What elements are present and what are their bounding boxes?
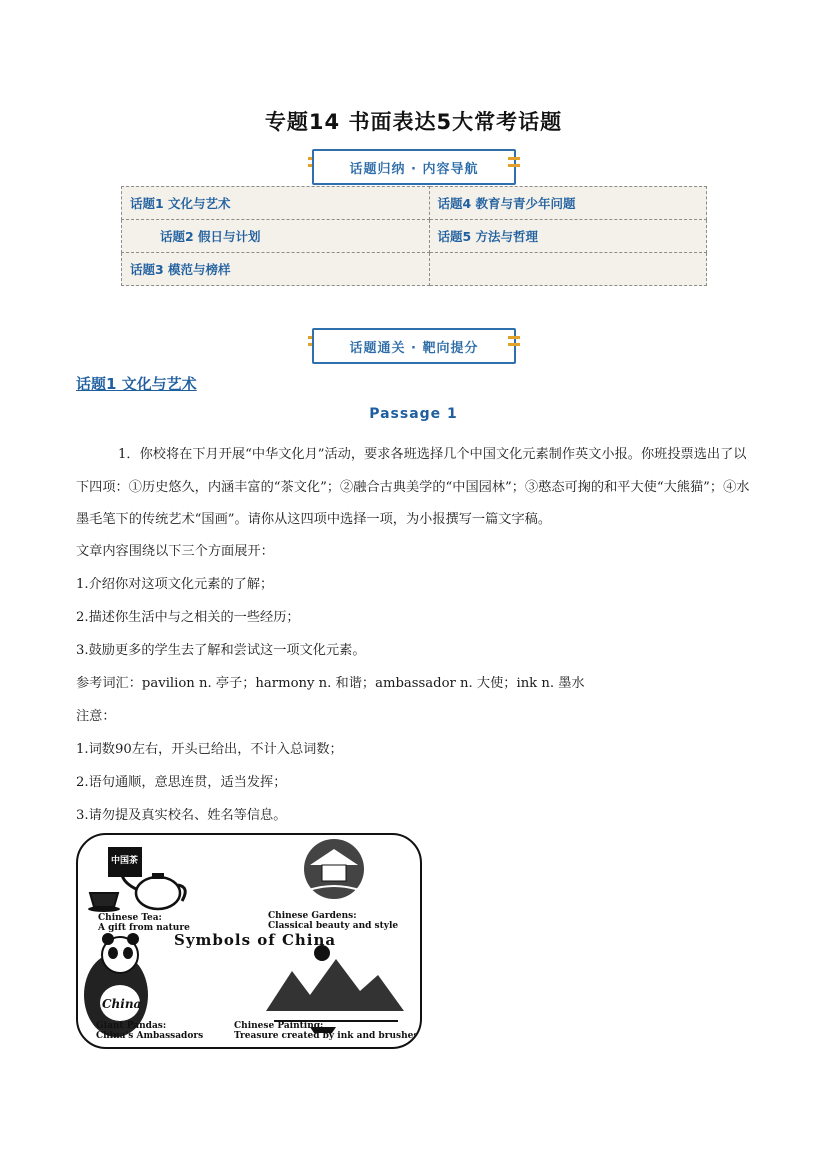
nav-empty-cell [429, 253, 707, 286]
banner-label: 话题归纳 · 内容导航 [312, 149, 516, 185]
nav-topic-5[interactable]: 话题5 方法与哲理 [429, 220, 707, 253]
banner-right-mark-icon [508, 336, 520, 339]
content-point-2: 2.描述你生活中与之相关的一些经历； [76, 610, 300, 625]
banner-right-mark-icon [508, 343, 520, 346]
teacup-icon [88, 893, 120, 912]
garden-pavilion-icon [304, 839, 364, 899]
content-intro: 文章内容围绕以下三个方面展开： [76, 544, 274, 559]
banner-right-mark-icon [508, 157, 520, 160]
symbols-of-china-poster [76, 833, 422, 1049]
question-prompt: 1．你校将在下月开展“中华文化月”活动，要求各班选择几个中国文化元素制作英文小报。你班投票选出了以下四项：①历史悠久，内涵丰富的“茶文化”；②融合古典美学的“中国园林”；③憨态可掬的和平大使“大熊猫”；④水墨毛笔下的传统艺术“国画”。请你从这四项中选择一项，为小报撰写一篇文字稿。 [76, 447, 750, 527]
painting-caption-1: Chinese Painting: [234, 1021, 324, 1031]
tea-caption-2: A gift from nature [98, 923, 190, 933]
content-point-1: 1.介绍你对这项文化元素的了解； [76, 577, 274, 592]
nav-topic-4[interactable]: 话题4 教育与青少年问题 [429, 187, 707, 220]
nav-topic-3[interactable]: 话题3 模范与榜样 [122, 253, 430, 286]
china-logo-text: China [102, 997, 142, 1011]
nav-topic-2[interactable]: 话题2 假日与计划 [122, 220, 430, 253]
passage-heading: Passage 1 [369, 406, 458, 422]
painting-caption-2: Treasure created by ink and brushes [234, 1031, 419, 1041]
panda-caption-2: China's Ambassadors [96, 1031, 204, 1041]
teapot-icon [122, 873, 185, 909]
garden-caption-2: Classical beauty and style [268, 921, 399, 931]
poster-title: Symbols of China [174, 931, 337, 949]
banner-label: 话题通关 · 靶向提分 [312, 328, 516, 364]
note-2: 2.语句通顺，意思连贯，适当发挥； [76, 775, 287, 790]
landscape-painting-icon [266, 945, 404, 1033]
tea-sign-text: 中国茶 [111, 856, 139, 866]
section-heading-topic-1[interactable]: 话题1 文化与艺术 [76, 375, 197, 393]
banner-topic-navigation [312, 149, 516, 179]
page-title: 专题14 书面表达5大常考话题 [264, 110, 563, 134]
banner-topic-practice [312, 328, 516, 358]
nav-topic-1[interactable]: 话题1 文化与艺术 [122, 187, 430, 220]
garden-caption-1: Chinese Gardens: [268, 911, 357, 921]
note-3: 3.请勿提及真实校名、姓名等信息。 [76, 808, 287, 823]
tea-caption-1: Chinese Tea: [98, 913, 162, 923]
note-1: 1.词数90左右，开头已给出，不计入总词数； [76, 742, 343, 757]
topic-nav-table [121, 186, 707, 286]
banner-right-mark-icon [508, 164, 520, 167]
reference-vocabulary: 参考词汇：pavilion n. 亭子；harmony n. 和谐；ambassador n. 大使；ink n. 墨水 [76, 676, 585, 691]
content-point-3: 3.鼓励更多的学生去了解和尝试这一项文化元素。 [76, 643, 366, 658]
panda-caption-1: Giant Pandas: [96, 1021, 167, 1031]
note-heading: 注意： [76, 709, 116, 724]
